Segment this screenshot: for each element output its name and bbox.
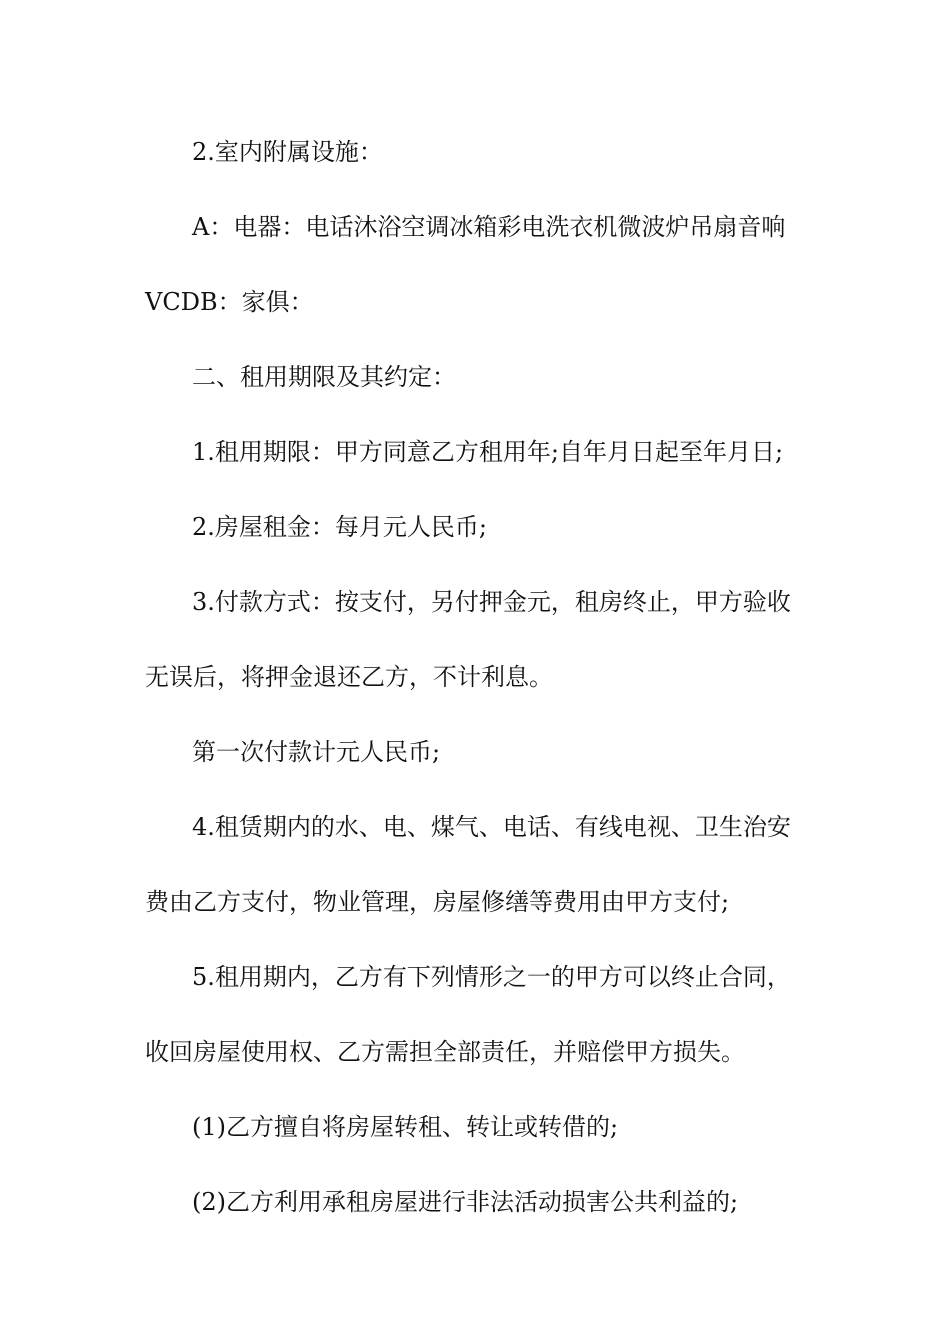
list-item: (1)乙方擅自将房屋转租、转让或转借的; <box>192 1113 619 1141</box>
paragraph-line: 第一次付款计元人民币; <box>192 738 441 766</box>
paragraph-line: 收回房屋使用权、乙方需担全部责任，并赔偿甲方损失。 <box>145 1038 745 1066</box>
paragraph-line: VCDB：家俱： <box>145 288 314 316</box>
paragraph-line: 3.付款方式：按支付，另付押金元，租房终止，甲方验收 <box>192 588 791 616</box>
paragraph-line: 1.租用期限：甲方同意乙方租用年;自年月日起至年月日; <box>192 438 784 466</box>
paragraph-line: 无误后，将押金退还乙方，不计利息。 <box>145 663 553 691</box>
section-heading: 二、租用期限及其约定： <box>192 363 456 391</box>
paragraph-line: 2.室内附属设施： <box>192 138 383 166</box>
paragraph-line: 4.租赁期内的水、电、煤气、电话、有线电视、卫生治安 <box>192 813 791 841</box>
paragraph-line: 2.房屋租金：每月元人民币; <box>192 513 487 541</box>
list-item: (2)乙方利用承租房屋进行非法活动损害公共利益的; <box>192 1188 739 1216</box>
paragraph-line: 费由乙方支付，物业管理，房屋修缮等费用由甲方支付; <box>145 888 730 916</box>
paragraph-line: A：电器：电话沐浴空调冰箱彩电洗衣机微波炉吊扇音响 <box>192 213 786 241</box>
paragraph-line: 5.租用期内，乙方有下列情形之一的甲方可以终止合同， <box>192 963 791 991</box>
